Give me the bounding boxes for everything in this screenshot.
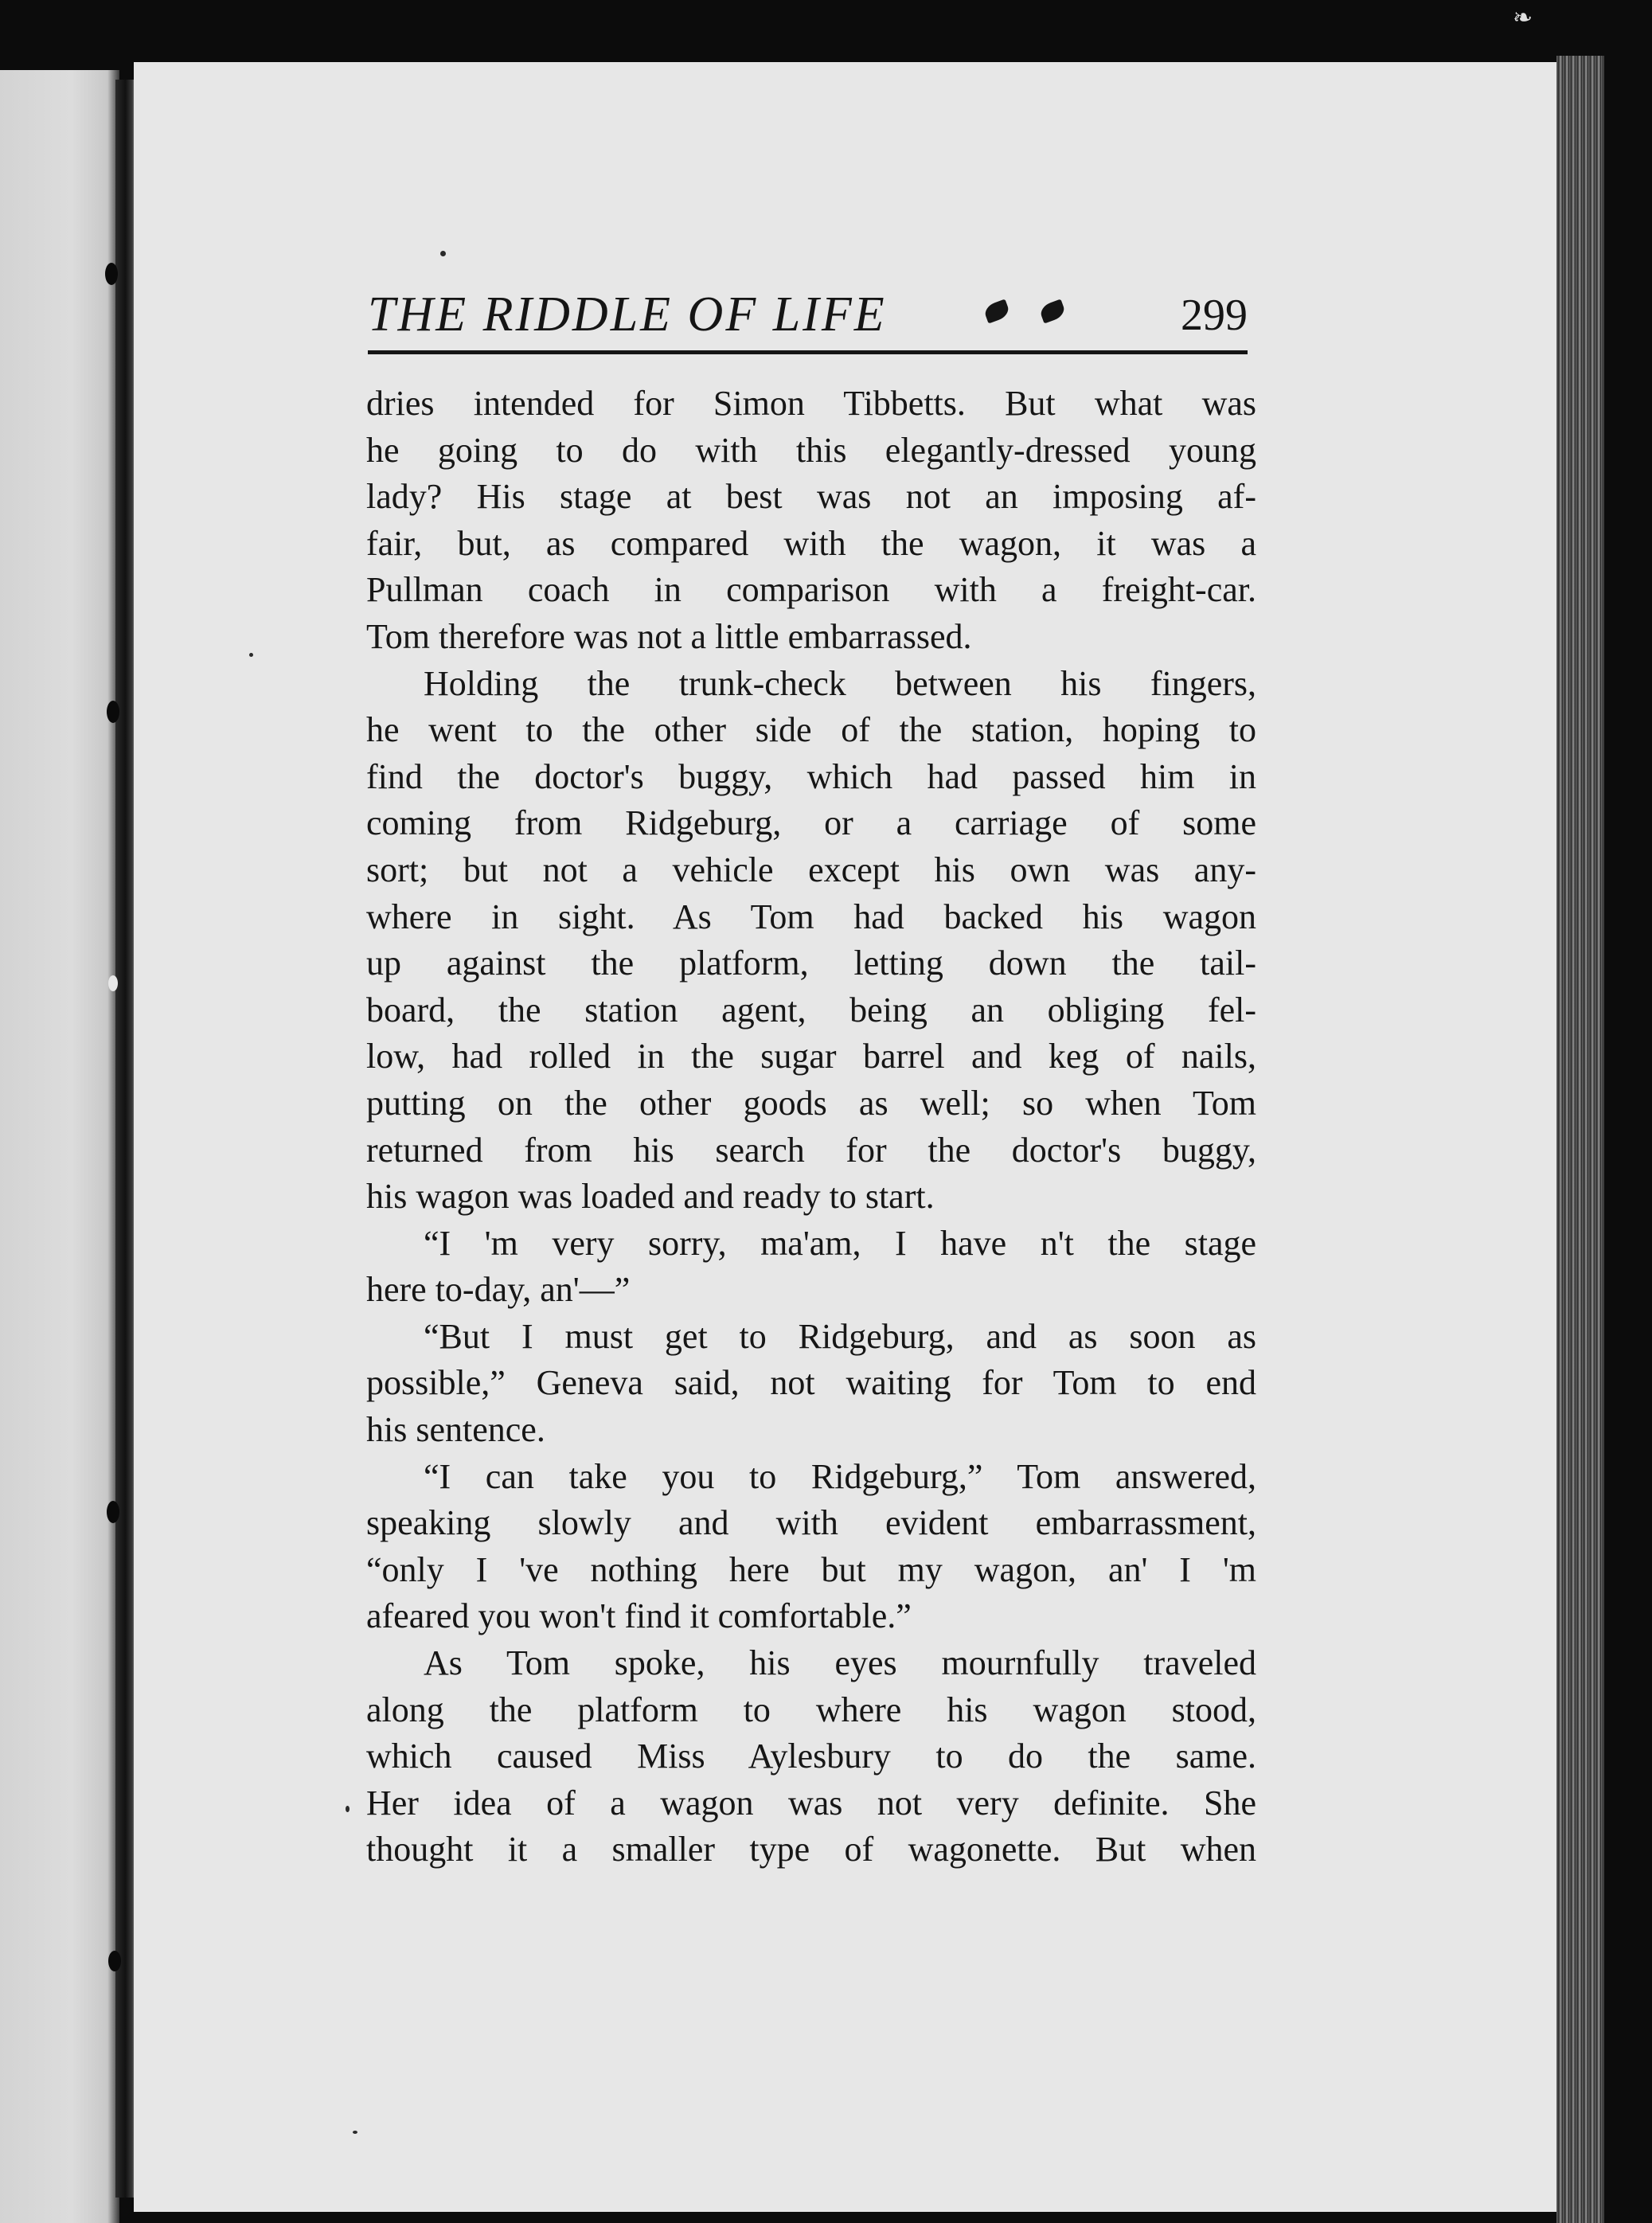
paper-speck <box>346 1806 350 1812</box>
text-line: returned from his search for the doctor's buggy, <box>366 1130 1256 1170</box>
text-line: “only I 've nothing here but my wagon, an' I 'm <box>366 1549 1256 1589</box>
facing-page-edge <box>0 70 119 2223</box>
body-text <box>366 381 1256 1873</box>
paper-speck <box>440 251 446 256</box>
text-line: Her idea of a wagon was not very definite. She <box>366 1783 1256 1823</box>
text-line: which caused Miss Aylesbury to do the same. <box>366 1737 1256 1776</box>
text-line: “I 'm very sorry, ma'am, I have n't the stage <box>424 1223 1256 1263</box>
text-line: “But I must get to Ridgeburg, and as soon as <box>424 1316 1256 1356</box>
text-line: coming from Ridgeburg, or a carriage of some <box>366 803 1256 843</box>
text-line: dries intended for Simon Tibbetts. But what was <box>366 384 1256 423</box>
text-line: along the platform to where his wagon stood, <box>366 1690 1256 1729</box>
text-line: board, the station agent, being an obliging fel- <box>366 990 1256 1029</box>
text-line: where in sight. As Tom had backed his wagon <box>366 897 1256 936</box>
text-line: find the doctor's buggy, which had passed him in <box>366 756 1256 796</box>
text-line: Holding the trunk-check between his fingers, <box>424 663 1256 703</box>
text-line: his sentence. <box>366 1410 545 1450</box>
paper-speck <box>249 653 253 657</box>
text-line: lady? His stage at best was not an imposing af- <box>366 477 1256 517</box>
text-line: up against the platform, letting down the tail- <box>366 944 1256 983</box>
text-line: sort; but not a vehicle except his own was any- <box>366 850 1256 889</box>
paper-speck <box>353 2131 357 2134</box>
text-line: “I can take you to Ridgeburg,” Tom answered, <box>424 1456 1256 1496</box>
text-line: he went to the other side of the station, hoping to <box>366 710 1256 750</box>
book-edge <box>1556 56 1604 2223</box>
text-line: low, had rolled in the sugar barrel and keg of nails, <box>366 1037 1256 1076</box>
leaf-ornament-icon <box>1038 299 1067 324</box>
page-number: 299 <box>1181 291 1248 340</box>
binding-hole <box>107 1501 119 1523</box>
text-line: his wagon was loaded and ready to start. <box>366 1177 935 1217</box>
corner-mark: ❧ <box>1513 5 1533 31</box>
text-line: afeared you won't find it comfortable.” <box>366 1596 912 1636</box>
text-line: here to-day, an'—” <box>366 1270 631 1310</box>
text-line: putting on the other goods as well; so when Tom <box>366 1083 1256 1123</box>
running-head <box>368 279 1248 354</box>
text-line: speaking slowly and with evident embarrassment, <box>366 1503 1256 1543</box>
binding-hole <box>105 263 118 285</box>
binding-hole <box>108 975 118 991</box>
running-head-title: THE RIDDLE OF LIFE <box>368 287 887 342</box>
text-line: he going to do with this elegantly-dressed young <box>366 430 1256 470</box>
binding-hole <box>108 1951 121 1971</box>
text-line: Pullman coach in comparison with a freight-car. <box>366 570 1256 610</box>
text-line: fair, but, as compared with the wagon, it was a <box>366 523 1256 563</box>
leaf-ornament-icon <box>982 299 1011 324</box>
text-line: thought it a smaller type of wagonette. But when <box>366 1830 1256 1869</box>
binding-hole <box>107 701 119 723</box>
text-line: Tom therefore was not a little embarrassed. <box>366 616 972 656</box>
text-line: possible,” Geneva said, not waiting for Tom to end <box>366 1363 1256 1403</box>
text-line: As Tom spoke, his eyes mournfully traveled <box>424 1643 1256 1683</box>
